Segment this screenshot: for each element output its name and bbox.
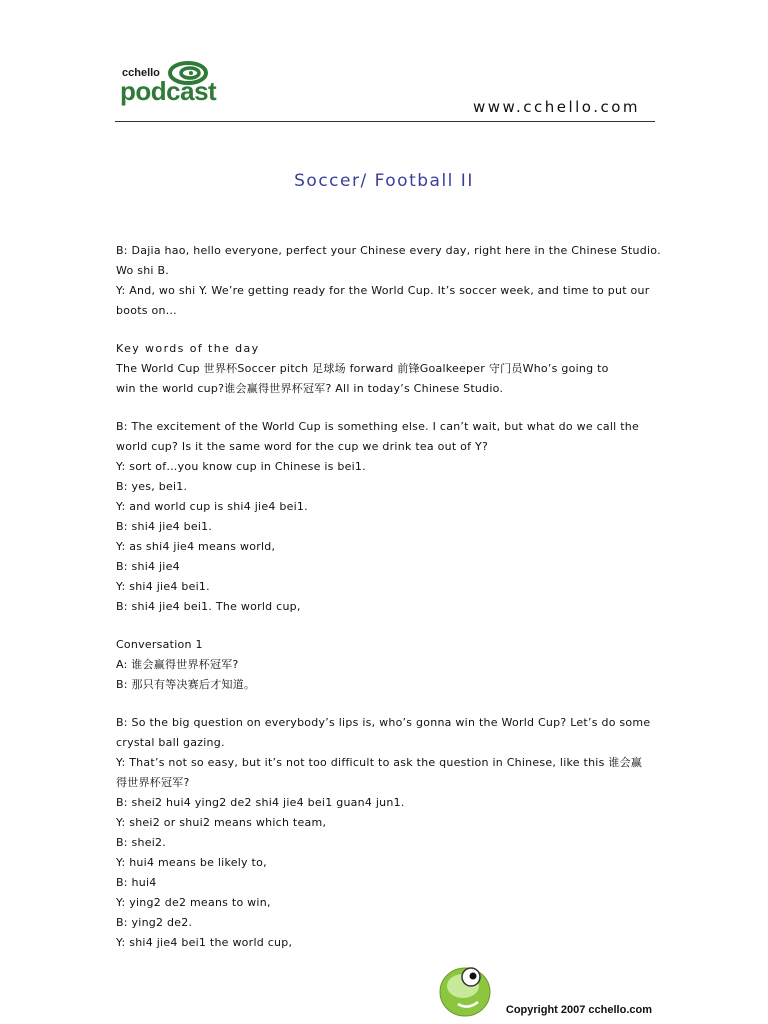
text-line: 得世界杯冠军? (116, 776, 190, 789)
text-line: B: shei2. (116, 836, 167, 849)
text-line: B: ying2 de2. (116, 916, 193, 929)
keywords-heading: Key words of the day (116, 342, 260, 355)
conversation-heading: Conversation 1 (116, 638, 203, 651)
footer-mascot-logo (436, 960, 496, 1020)
text-line: Y: hui4 means be likely to, (116, 856, 267, 869)
site-url: www.cchello.com (473, 98, 640, 116)
header-divider (115, 121, 655, 122)
text-line: A: 谁会赢得世界杯冠军? (116, 658, 239, 671)
copyright-text: Copyright 2007 cchello.com (505, 1004, 652, 1016)
text-line: B: 那只有等决赛后才知道。 (116, 678, 256, 691)
text-line: world cup? Is it the same word for the cup we drink tea out of Y? (116, 440, 489, 453)
text-line: Y: shi4 jie4 bei1. (116, 580, 210, 593)
text-line: B: Dajia hao, hello everyone, perfect your Chinese every day, right here in the Chinese Studio. (116, 244, 661, 257)
paragraph-gap (116, 617, 661, 635)
text-line: B: shi4 jie4 bei1. The world cup, (116, 600, 301, 613)
text-line: Y: shi4 jie4 bei1 the world cup, (116, 936, 293, 949)
text-line: B: shei2 hui4 ying2 de2 shi4 jie4 bei1 guan4 jun1. (116, 796, 405, 809)
text-line: B: yes, bei1. (116, 480, 188, 493)
text-line: boots on… (116, 304, 177, 317)
paragraph-gap (116, 399, 661, 417)
cchello-podcast-logo (120, 60, 230, 108)
text-line: B: shi4 jie4 (116, 560, 180, 573)
text-line: Y: as shi4 jie4 means world, (116, 540, 276, 553)
text-line: Y: shei2 or shui2 means which team, (116, 816, 327, 829)
text-line: win the world cup?谁会赢得世界杯冠军? All in today’s Chinese Studio. (116, 382, 504, 395)
logo-brand-big: podcast (120, 76, 217, 106)
document-title: Soccer/ Football II (294, 171, 474, 191)
paragraph-gap (116, 321, 661, 339)
text-line: B: shi4 jie4 bei1. (116, 520, 213, 533)
paragraph-gap (116, 695, 661, 713)
text-line: B: hui4 (116, 876, 157, 889)
text-line: Y: That’s not so easy, but it’s not too difficult to ask the question in Chinese, like this 谁会赢 (116, 756, 643, 769)
text-line: Y: and world cup is shi4 jie4 bei1. (116, 500, 308, 513)
text-line: crystal ball gazing. (116, 736, 225, 749)
logo-brand-small: cchello (122, 67, 160, 79)
text-line: B: So the big question on everybody’s lips is, who’s gonna win the World Cup? Let’s do some (116, 716, 651, 729)
text-line: Y: And, wo shi Y. We’re getting ready for the World Cup. It’s soccer week, and time to put our (116, 284, 650, 297)
text-line: The World Cup 世界杯Soccer pitch 足球场 forward 前锋Goalkeeper 守门员Who’s going to (116, 362, 609, 375)
text-line: Wo shi B. (116, 264, 170, 277)
document-body (116, 241, 661, 953)
text-line: Y: ying2 de2 means to win, (116, 896, 271, 909)
text-line: B: The excitement of the World Cup is something else. I can’t wait, but what do we call the (116, 420, 640, 433)
text-line: Y: sort of…you know cup in Chinese is bei1. (116, 460, 366, 473)
